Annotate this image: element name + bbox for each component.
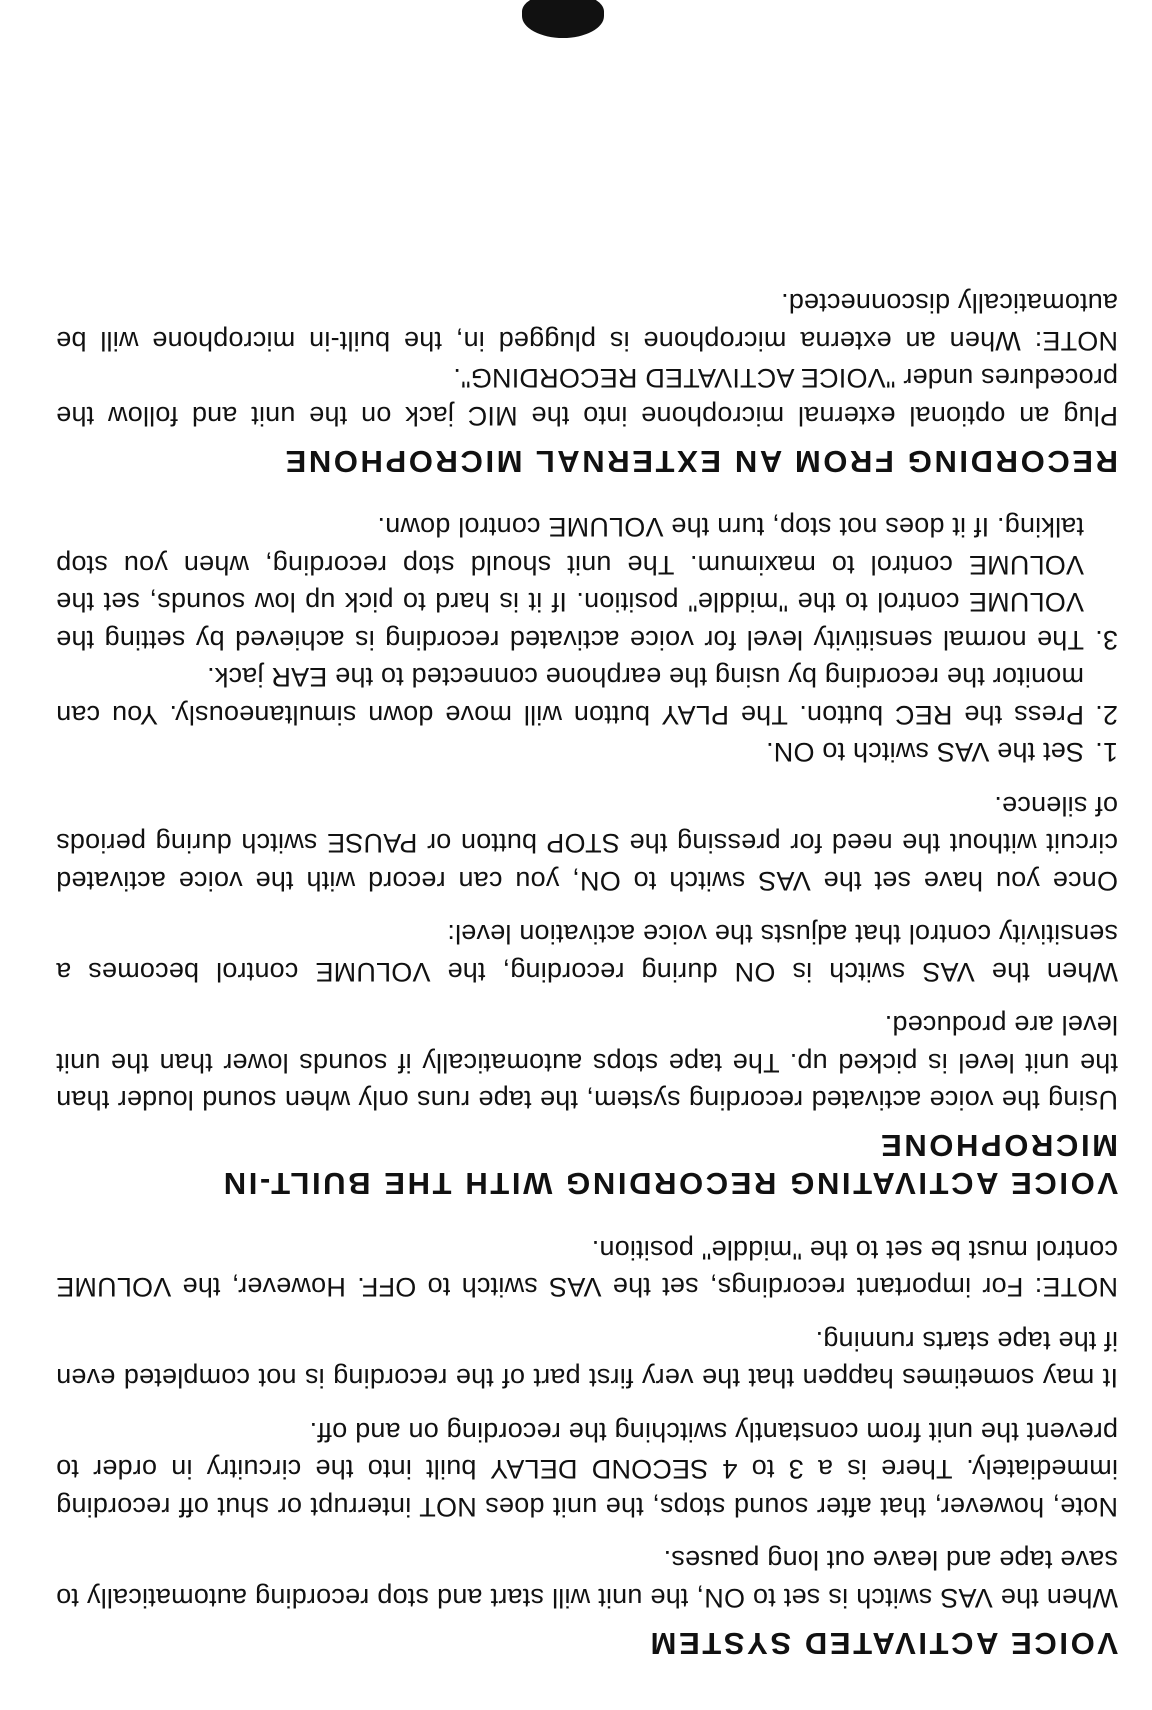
paragraph: Using the voice activated recording system, the tape runs only when sound louder than the unit level is picked up. The tape stops automatically if sounds lower than the unit level are produced. [56,1010,1118,1116]
section-heading: RECORDING FROM AN EXTERNAL MICROPHONE [282,444,1118,479]
step-text: Press the REC button. The PLAY button will move down simultaneously. You can monitor the recording by using the earphone connected to the EAR jack. [56,662,1084,730]
step-number: 1. [1095,737,1118,768]
note: NOTE: When an externa microphone is plugged in, the built-in microphone will be automatically disconnected. [56,288,1118,356]
document-body [56,256,1118,1662]
step-text: The normal sensitivity level for voice activated recording is achieved by setting the VOLUME control to the "middle" position. If it is hard to pick up low sounds, set the VOLUME control to maximum. The unit should stop recording, when you stop talking. If it does not stop, turn the VOLUME control down. [56,512,1084,655]
step-number: 2. [1095,700,1118,730]
steps-list [56,508,1118,771]
section-voice-activated-system [56,1231,1118,1663]
paragraph: It may sometimes happen that the very first part of the recording is not completed even if the tape starts running. [56,1326,1118,1394]
section-heading: VOICE ACTIVATED SYSTEM [648,1626,1118,1661]
step-number: 3. [1095,625,1118,655]
ink-blot [522,0,604,38]
list-item [56,733,1118,771]
paragraph: When the VAS switch is ON during recording, the VOLUME control becomes a sensitivity control that adjusts the voice activation level: [56,919,1118,987]
section-voice-activating-recording [56,508,1118,1203]
section-heading: VOICE ACTIVATING RECORDING WITH THE BUILT-IN MICROPHONE [221,1128,1118,1202]
paragraph: Note, however, that after sound stops, the unit does NOT interrupt or shut off recording immediately. There is a 3 to 4 SECOND DELAY built into the circuitry in order to prevent the unit from constantly switching the recording on and off. [56,1417,1118,1522]
step-text: Set the VAS switch to ON. [765,737,1084,768]
list-item [56,658,1118,733]
paragraph: When the VAS switch is set to ON, the unit will start and stop recording automatically to save tape and leave out long pauses. [56,1545,1118,1613]
paragraph: Plug an optional external microphone into the MIC jack on the unit and follow the procedures under "VOICE ACTIVATED RECORDING". [56,363,1118,431]
paragraph: Once you have set the VAS switch to ON, you can record with the voice activated circuit without the need for pressing the STOP button or PAUSE switch during periods of silence. [56,791,1118,896]
note: NOTE: For important recordings, set the VAS switch to OFF. However, the VOLUME control must be set to the "middle" position. [56,1235,1118,1303]
section-external-microphone [56,284,1118,480]
list-item [56,508,1118,658]
